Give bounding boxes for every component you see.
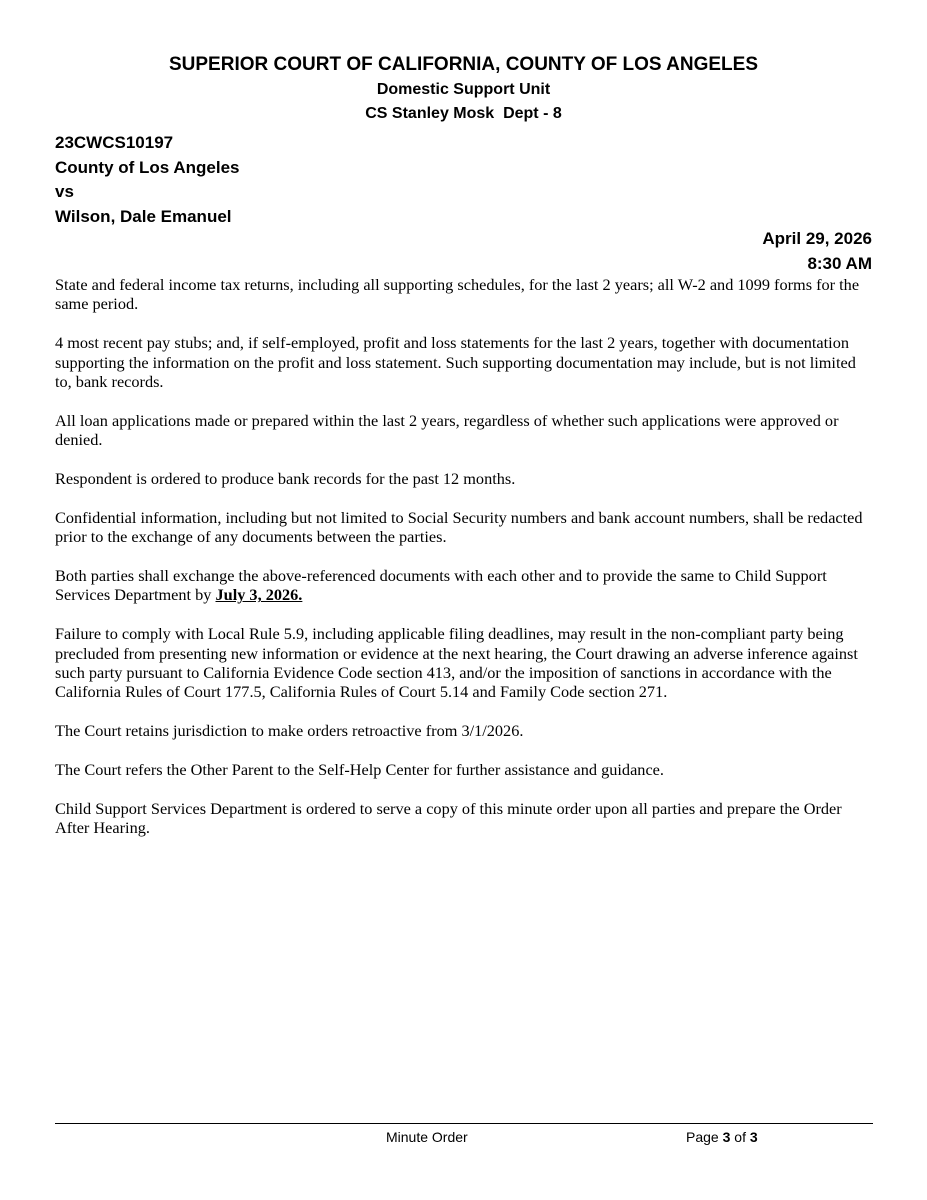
exchange-text: Both parties shall exchange the above-referenced documents with each other and to provide the same to Child Support Services Department by [55, 566, 827, 605]
paragraph-pay-stubs: 4 most recent pay stubs; and, if self-employed, profit and loss statements for the last 2 years, together with documentation supporting the information on the profit and loss statement. Such supporting documentation may include, but is not limited to, bank records. [55, 333, 856, 392]
court-header [0, 52, 927, 126]
page-total: 3 [749, 1129, 758, 1145]
paragraph-serve-copy: Child Support Services Department is ordered to serve a copy of this minute order upon all parties and prepare the Order After Hearing. [55, 798, 842, 838]
respondent-name: Wilson, Dale Emanuel [55, 206, 232, 226]
page-of: of [734, 1129, 746, 1145]
petitioner-name: County of Los Angeles [55, 157, 240, 177]
hearing-datetime [762, 226, 872, 276]
case-caption [55, 131, 240, 229]
footer-document-type: Minute Order [386, 1129, 468, 1145]
paragraph-jurisdiction: The Court retains jurisdiction to make orders retroactive from 3/1/2026. [55, 721, 524, 741]
paragraph-exchange-documents [55, 566, 875, 605]
paragraph-confidential-info: Confidential information, including but not limited to Social Security numbers and bank account numbers, shall be redacted prior to the exchange of any documents between the parties. [55, 507, 863, 547]
footer-page-number [686, 1128, 758, 1146]
department-name: CS Stanley Mosk Dept - 8 [365, 105, 562, 122]
order-body [55, 275, 875, 857]
hearing-time: 8:30 AM [807, 254, 872, 273]
versus-label: vs [55, 182, 74, 201]
page-current: 3 [722, 1129, 731, 1145]
hearing-date: April 29, 2026 [762, 229, 872, 248]
paragraph-local-rule: Failure to comply with Local Rule 5.9, including applicable filing deadlines, may result in the non-compliant party being precluded from presenting new information or evidence at the next hearing, the Court drawing an adverse inference against such party pursuant to California Evidence Code section 413, and/or the imposition of sanctions in accordance with the California Rules of Court 177.5, California Rules of Court 5.14 and Family Code section 271. [55, 624, 858, 702]
paragraph-bank-records: Respondent is ordered to produce bank records for the past 12 months. [55, 469, 516, 489]
case-number: 23CWCS10197 [55, 133, 174, 152]
exchange-deadline: July 3, 2026. [215, 585, 303, 605]
page-word: Page [686, 1129, 719, 1145]
court-name: SUPERIOR COURT OF CALIFORNIA, COUNTY OF LOS ANGELES [168, 54, 759, 75]
paragraph-self-help: The Court refers the Other Parent to the Self-Help Center for further assistance and guidance. [55, 760, 664, 780]
paragraph-tax-returns: State and federal income tax returns, including all supporting schedules, for the last 2 years; all W-2 and 1099 forms for the same period. [55, 275, 860, 314]
paragraph-loan-applications: All loan applications made or prepared within the last 2 years, regardless of whether such applications were approved or denied. [55, 410, 839, 450]
footer-divider [55, 1123, 873, 1124]
unit-name: Domestic Support Unit [376, 81, 551, 98]
